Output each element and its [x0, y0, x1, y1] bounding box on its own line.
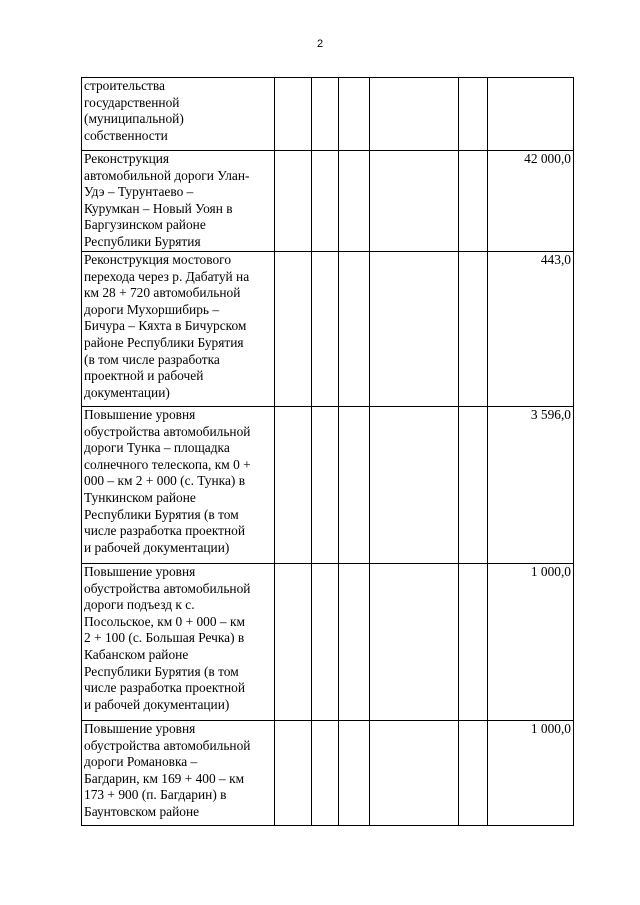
- empty-cell: [370, 721, 459, 826]
- table-row: [82, 151, 574, 252]
- empty-cell: [275, 151, 312, 252]
- amount-cell: 1 000,0: [488, 564, 574, 721]
- empty-cell: [370, 407, 459, 564]
- empty-cell: [275, 78, 312, 151]
- object-name-cell: Повышение уровня обустройства автомобильной дороги Романовка – Багдарин, км 169 + 400 – км 173 + 900 (п. Багдарин) в Баунтовском районе: [82, 721, 275, 826]
- empty-cell: [339, 252, 370, 407]
- object-name-cell: строительства государственной (муниципальной) собственности: [82, 78, 275, 151]
- empty-cell: [275, 564, 312, 721]
- empty-cell: [370, 151, 459, 252]
- amount-cell: 443,0: [488, 252, 574, 407]
- empty-cell: [339, 721, 370, 826]
- empty-cell: [312, 252, 339, 407]
- table-row: [82, 407, 574, 564]
- empty-cell: [370, 78, 459, 151]
- empty-cell: [275, 407, 312, 564]
- table-row: [82, 721, 574, 826]
- empty-cell: [459, 564, 488, 721]
- page-number: 2: [316, 38, 324, 50]
- amount-cell: 3 596,0: [488, 407, 574, 564]
- empty-cell: [459, 78, 488, 151]
- empty-cell: [312, 407, 339, 564]
- empty-cell: [275, 721, 312, 826]
- empty-cell: [339, 78, 370, 151]
- table-row: [82, 564, 574, 721]
- empty-cell: [312, 78, 339, 151]
- empty-cell: [312, 564, 339, 721]
- object-name-cell: Реконструкция мостового перехода через р. Дабатуй на км 28 + 720 автомобильной дороги Мухоршибирь – Бичура – Кяхта в Бичурском районе Республики Бурятия (в том числе разработка проектной и рабочей документации): [82, 252, 275, 407]
- empty-cell: [459, 721, 488, 826]
- amount-cell: 42 000,0: [488, 151, 574, 252]
- table-row: [82, 78, 574, 151]
- empty-cell: [339, 564, 370, 721]
- empty-cell: [370, 252, 459, 407]
- empty-cell: [459, 252, 488, 407]
- empty-cell: [275, 252, 312, 407]
- empty-cell: [370, 564, 459, 721]
- amount-cell: [488, 78, 574, 151]
- empty-cell: [339, 151, 370, 252]
- empty-cell: [339, 407, 370, 564]
- budget-table: [81, 77, 574, 826]
- empty-cell: [459, 407, 488, 564]
- object-name-cell: Повышение уровня обустройства автомобильной дороги Тунка – площадка солнечного телескопа, км 0 + 000 – км 2 + 000 (с. Тунка) в Тункинском районе Республики Бурятия (в том числе разработка проектной и рабочей документации): [82, 407, 275, 564]
- table-row: [82, 252, 574, 407]
- amount-cell: 1 000,0: [488, 721, 574, 826]
- empty-cell: [312, 721, 339, 826]
- empty-cell: [459, 151, 488, 252]
- object-name-cell: Повышение уровня обустройства автомобильной дороги подъезд к с. Посольское, км 0 + 000 – км 2 + 100 (с. Большая Речка) в Кабанском районе Республики Бурятия (в том числе разработка проектной и рабочей документации): [82, 564, 275, 721]
- object-name-cell: Реконструкция автомобильной дороги Улан- Удэ – Турунтаево – Курумкан – Новый Уоян в Баргузинском районе Республики Бурятия: [82, 151, 275, 252]
- empty-cell: [312, 151, 339, 252]
